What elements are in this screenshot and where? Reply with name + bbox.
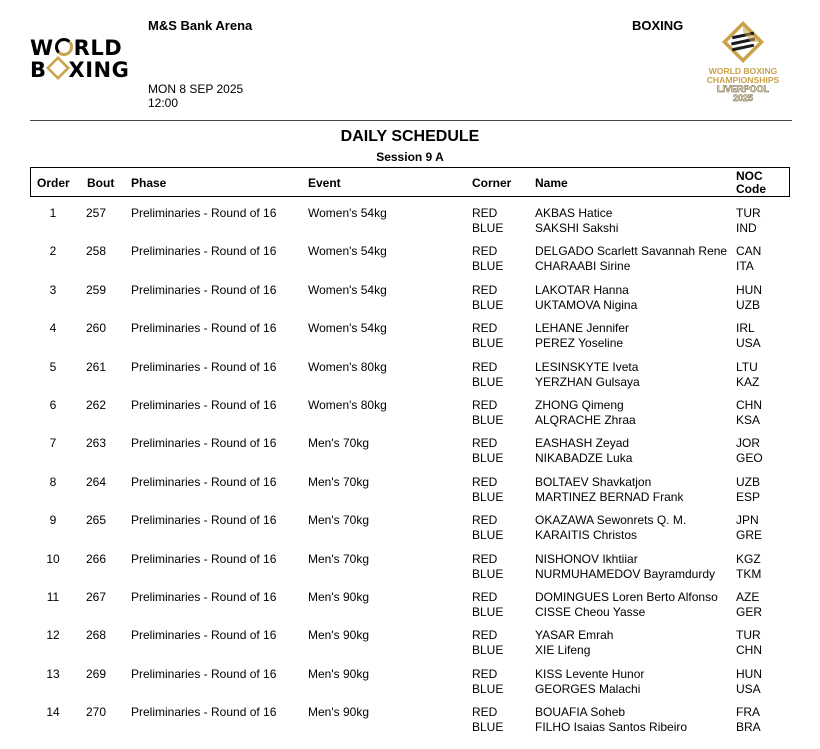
corner-cell [472,475,503,505]
red-boxer-name: OKAZAWA Sewonrets Q. M. [535,513,687,528]
name-cell [535,513,686,543]
name-cell [535,244,727,274]
bout-cell: 259 [86,282,107,297]
blue-noc: GRE [736,528,763,543]
phase-cell: Preliminaries - Round of 16 [131,628,277,643]
order-cell: 14 [46,705,60,720]
event-cell: Men's 70kg [308,436,369,451]
red-noc: FRA [736,705,760,720]
corner-red: RED [472,551,498,566]
red-noc: JOR [736,436,760,451]
corner-blue: BLUE [472,297,504,312]
col-name: Name [535,176,568,190]
phase-cell: Preliminaries - Round of 16 [131,589,277,604]
table-row [30,398,792,436]
champ-line-3: LIVERPOOL [716,84,769,94]
col-bout: Bout [87,176,115,190]
corner-cell [472,398,503,428]
blue-noc: KSA [736,412,761,427]
session-datetime [148,82,243,110]
order-cell: 6 [49,397,57,412]
name-cell [535,475,683,505]
red-boxer-name: AKBAS Hatice [535,206,613,220]
phase-cell: Preliminaries - Round of 16 [131,282,277,297]
order-cell: 5 [49,359,57,374]
red-boxer-name: YASAR Emrah [535,628,614,643]
championship-logo [697,20,789,103]
order-cell: 7 [49,436,57,451]
phase-cell: Preliminaries - Round of 16 [131,474,277,489]
corner-red: RED [472,705,498,720]
table-row [30,552,792,590]
red-noc: CHN [736,397,762,412]
corner-cell [472,590,503,620]
table-row [30,513,792,551]
corner-red: RED [472,282,498,297]
table-row [30,206,792,244]
red-noc: HUN [736,282,762,297]
col-event: Event [308,176,341,190]
red-noc: CAN [736,244,762,259]
table-row [30,475,792,513]
corner-cell [472,321,503,351]
blue-boxer-name: CHARAABI Sirine [535,259,631,274]
phase-cell: Preliminaries - Round of 16 [131,397,277,412]
corner-cell [472,552,503,582]
event-cell: Men's 90kg [308,666,369,681]
event-cell: Men's 90kg [308,628,369,643]
col-noc-line1: NOC [736,169,763,183]
event-cell: Women's 80kg [308,359,387,374]
red-noc: JPN [736,513,759,528]
noc-cell [736,436,763,466]
red-boxer-name: KISS Levente Hunor [535,666,645,681]
red-boxer-name: LEHANE Jennifer [535,321,630,336]
table-row [30,705,792,743]
noc-cell [736,667,762,697]
blue-boxer-name: UKTAMOVA Nigina [535,297,638,312]
noc-cell [736,206,761,236]
corner-blue: BLUE [472,451,504,466]
corner-cell [472,244,503,274]
blue-noc: CHN [736,643,762,658]
table-row [30,321,792,359]
col-order: Order [37,176,70,190]
blue-boxer-name: SAKSHI Sakshi [535,221,619,235]
corner-red: RED [472,628,498,643]
noc-cell [736,475,760,505]
bout-cell: 268 [86,628,107,643]
phase-cell: Preliminaries - Round of 16 [131,705,277,720]
table-header [30,167,790,197]
corner-red: RED [472,513,498,528]
phase-cell: Preliminaries - Round of 16 [131,666,277,681]
session-date: MON 8 SEP 2025 [148,82,244,96]
blue-boxer-name: FILHO Isaias Santos Ribeiro [535,720,688,735]
bout-cell: 264 [86,474,107,489]
red-boxer-name: BOUAFIA Soheb [535,705,626,720]
logo-diamond-icon [45,56,69,80]
blue-noc: GEO [736,451,763,466]
blue-boxer-name: NIKABADZE Luka [535,451,633,466]
bout-cell: 257 [86,206,107,220]
champ-line-1: WORLD BOXING [708,66,778,76]
session-time: 12:00 [148,96,179,110]
phase-cell: Preliminaries - Round of 16 [131,359,277,374]
corner-cell [472,206,503,236]
blue-noc: ITA [736,259,754,274]
table-row [30,436,792,474]
order-cell: 10 [46,551,60,566]
red-boxer-name: NISHONOV Ikhtiiar [535,551,638,566]
order-cell: 13 [46,666,60,681]
red-noc: TUR [736,206,761,220]
table-row [30,360,792,398]
bout-cell: 262 [86,397,107,412]
world-boxing-logo: W RLD B XING [30,36,130,82]
corner-cell [472,283,503,313]
red-noc: AZE [736,589,760,604]
bout-cell: 261 [86,359,107,374]
event-cell: Women's 54kg [308,244,387,259]
event-cell: Women's 54kg [308,206,387,220]
table-row [30,283,792,321]
championship-logo-text [697,67,789,103]
col-corner: Corner [472,176,512,190]
corner-red: RED [472,321,498,336]
noc-cell [736,628,762,658]
red-boxer-name: DELGADO Scarlett Savannah Rene [535,244,728,259]
blue-noc: UZB [736,297,760,312]
blue-boxer-name: PEREZ Yoseline [535,336,624,351]
event-cell: Men's 70kg [308,513,369,528]
corner-cell [472,667,503,697]
event-cell: Men's 90kg [308,705,369,720]
corner-red: RED [472,359,498,374]
corner-blue: BLUE [472,259,504,274]
red-boxer-name: LESINSKYTE Iveta [535,359,639,374]
corner-cell [472,436,503,466]
event-cell: Women's 54kg [308,282,387,297]
venue-name: M&S Bank Arena [148,18,253,33]
corner-blue: BLUE [472,336,504,351]
name-cell [535,321,629,351]
name-cell [535,398,636,428]
championship-emblem-icon [721,20,765,64]
phase-cell: Preliminaries - Round of 16 [131,436,277,451]
session-label: Session 9 A [376,150,444,164]
blue-boxer-name: ALQRACHE Zhraa [535,412,636,427]
name-cell [535,436,632,466]
bout-cell: 267 [86,589,107,604]
corner-red: RED [472,397,498,412]
champ-line-4: 2025 [732,93,754,103]
name-cell [535,552,715,582]
phase-cell: Preliminaries - Round of 16 [131,206,277,220]
blue-boxer-name: CISSE Cheou Yasse [535,604,646,619]
blue-boxer-name: YERZHAN Gulsaya [535,374,640,389]
phase-cell: Preliminaries - Round of 16 [131,244,277,259]
bout-cell: 260 [86,321,107,336]
order-cell: 12 [46,628,60,643]
red-noc: LTU [736,359,758,374]
corner-red: RED [472,589,498,604]
blue-boxer-name: NURMUHAMEDOV Bayramdurdy [535,566,716,581]
order-cell: 4 [49,321,57,336]
order-cell: 8 [49,474,57,489]
order-cell: 3 [49,282,57,297]
phase-cell: Preliminaries - Round of 16 [131,551,277,566]
red-noc: HUN [736,666,762,681]
name-cell [535,705,687,735]
noc-cell [736,321,761,351]
table-row [30,667,792,705]
event-cell: Women's 80kg [308,397,387,412]
name-cell [535,590,718,620]
noc-cell [736,244,761,274]
bout-cell: 266 [86,551,107,566]
name-cell [535,667,644,697]
noc-cell [736,590,762,620]
schedule-table-body [30,206,792,743]
order-cell: 9 [49,513,57,528]
corner-cell [472,513,503,543]
table-row [30,590,792,628]
noc-cell [736,398,762,428]
blue-noc: GER [736,604,763,619]
corner-blue: BLUE [472,681,504,696]
blue-boxer-name: GEORGES Malachi [535,681,641,696]
corner-blue: BLUE [472,604,504,619]
corner-blue: BLUE [472,566,504,581]
corner-blue: BLUE [472,489,504,504]
corner-red: RED [472,244,498,259]
logo-ring-icon [55,38,73,56]
noc-cell [736,513,762,543]
red-boxer-name: BOLTAEV Shavkatjon [535,474,652,489]
phase-cell: Preliminaries - Round of 16 [131,513,277,528]
order-cell: 2 [49,244,57,259]
blue-noc: ESP [736,489,761,504]
corner-blue: BLUE [472,720,504,735]
corner-red: RED [472,206,498,220]
red-noc: IRL [736,321,755,336]
red-boxer-name: ZHONG Qimeng [535,397,624,412]
corner-blue: BLUE [472,374,504,389]
red-boxer-name: DOMINGUES Loren Berto Alfonso [535,589,718,604]
event-cell: Women's 54kg [308,321,387,336]
blue-noc: USA [736,336,761,351]
page-title: DAILY SCHEDULE [340,128,480,145]
col-phase: Phase [131,176,167,190]
blue-noc: USA [736,681,761,696]
corner-red: RED [472,436,498,451]
red-boxer-name: EASHASH Zeyad [535,436,630,451]
red-noc: TUR [736,628,761,643]
bout-cell: 270 [86,705,107,720]
order-cell: 11 [46,589,60,604]
bout-cell: 258 [86,244,107,259]
bout-cell: 263 [86,436,107,451]
name-cell [535,628,613,658]
header-divider [30,120,792,121]
noc-cell [736,283,762,313]
red-boxer-name: LAKOTAR Hanna [535,282,629,297]
col-noc [736,170,766,196]
blue-noc: BRA [736,720,761,735]
corner-cell [472,628,503,658]
event-cell: Men's 70kg [308,474,369,489]
blue-boxer-name: MARTINEZ BERNAD Frank [535,489,684,504]
corner-blue: BLUE [472,643,504,658]
corner-blue: BLUE [472,528,504,543]
champ-line-2: CHAMPIONSHIPS [706,75,780,85]
red-noc: UZB [736,474,760,489]
corner-red: RED [472,666,498,681]
corner-blue: BLUE [472,221,504,235]
corner-red: RED [472,474,498,489]
name-cell [535,360,640,390]
blue-noc: TKM [736,566,762,581]
event-cell: Men's 70kg [308,551,369,566]
bout-cell: 269 [86,666,107,681]
col-noc-line2: Code [736,182,766,196]
sport-name: BOXING [632,18,684,33]
blue-noc: IND [736,221,757,235]
corner-cell [472,360,503,390]
blue-boxer-name: XIE Lifeng [535,643,591,658]
bout-cell: 265 [86,513,107,528]
red-noc: KGZ [736,551,761,566]
phase-cell: Preliminaries - Round of 16 [131,321,277,336]
corner-blue: BLUE [472,412,504,427]
corner-cell [472,705,503,735]
name-cell [535,283,637,313]
name-cell [535,206,618,236]
table-row [30,628,792,666]
noc-cell [736,360,759,390]
event-cell: Men's 90kg [308,589,369,604]
noc-cell [736,552,761,582]
blue-boxer-name: KARAITIS Christos [535,528,638,543]
blue-noc: KAZ [736,374,760,389]
order-cell: 1 [49,206,57,220]
table-row [30,244,792,282]
noc-cell [736,705,761,735]
